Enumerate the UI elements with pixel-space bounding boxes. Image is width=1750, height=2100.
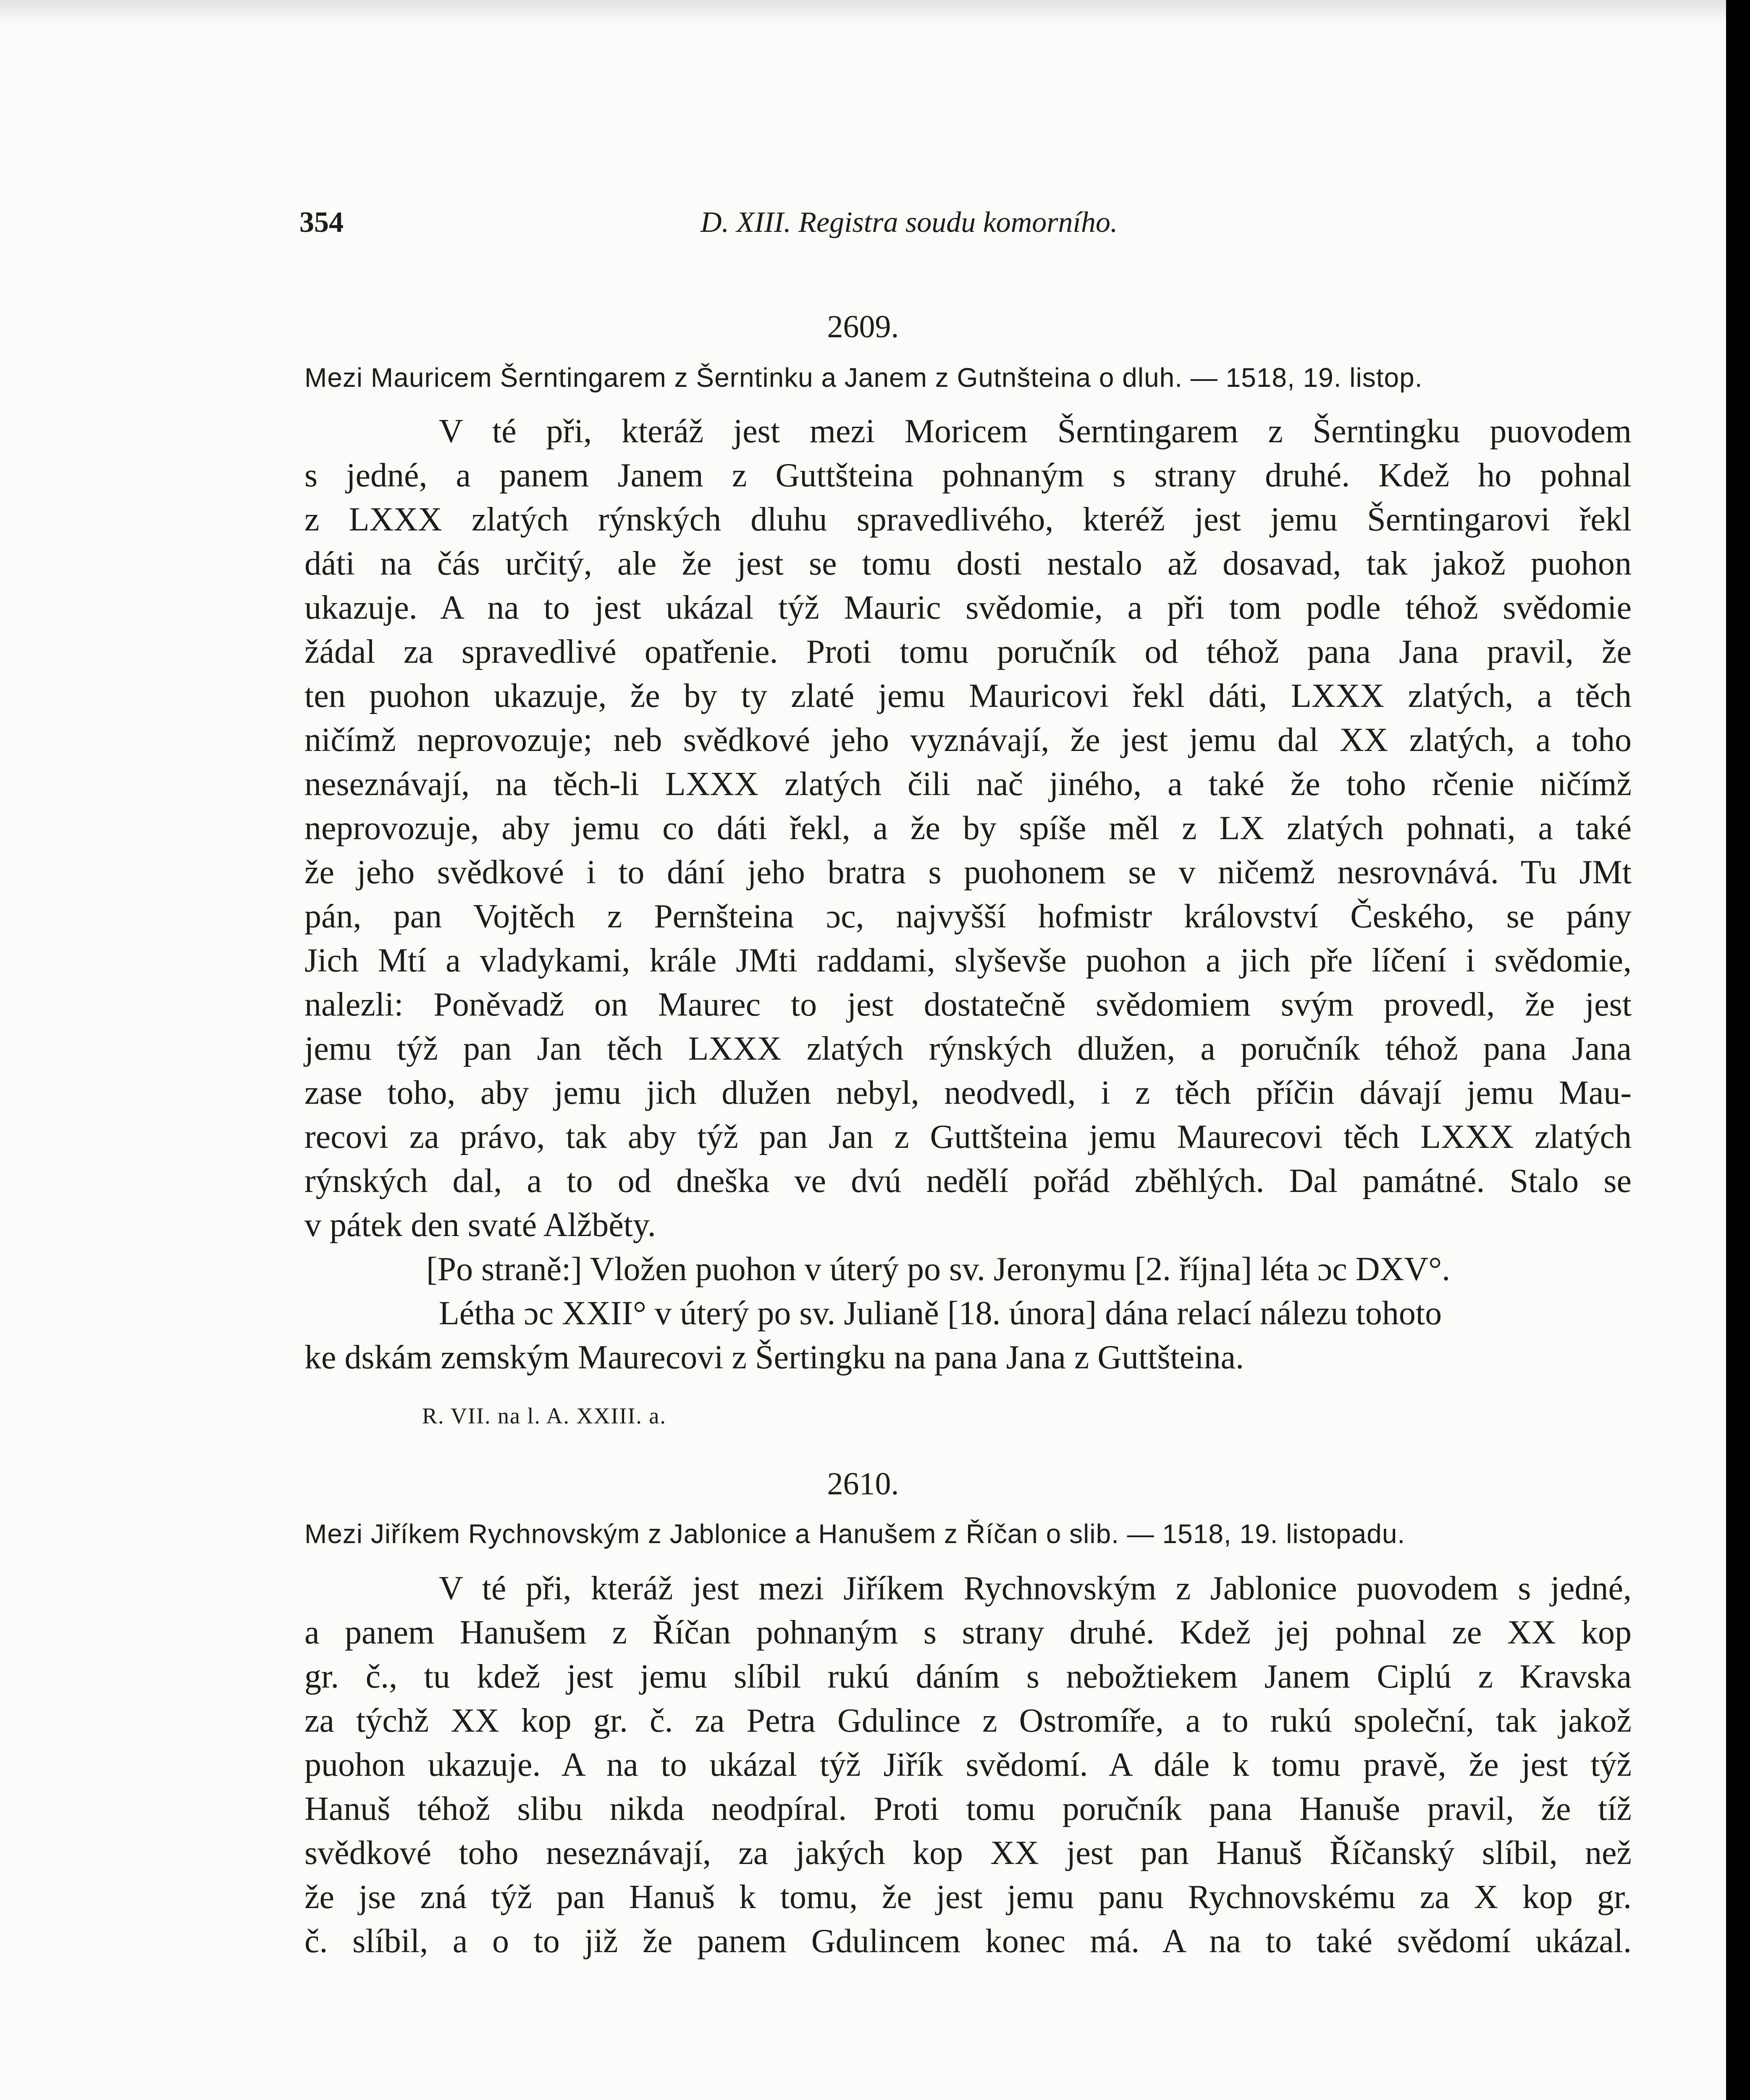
text-line: zase toho, aby jemu jich dlužen nebyl, neodvedl, i z těch příčin dávají jemu Mau-	[304, 1074, 1632, 1111]
text-line: svědkové toho neseznávají, za jakých kop XX jest pan Hanuš Říčanský slíbil, než	[304, 1835, 1632, 1872]
note-line: Létha ɔc XXII° v úterý po sv. Julianě [18. února] dána relací nálezu tohoto	[439, 1295, 1442, 1332]
text-line: neprovozuje, aby jemu co dáti řekl, a že by spíše měl z LX zlatých pohnati, a také	[304, 810, 1632, 847]
text-line: že jeho svědkové i to dání jeho bratra s puohonem se v ničemž nesrovnává. Tu JMt	[304, 854, 1632, 891]
text-line: V té při, kteráž jest mezi Jiříkem Rychnovským z Jablonice puovodem s jedné,	[439, 1570, 1632, 1607]
text-line: č. slíbil, a o to již že panem Gdulincem konec má. A na to také svědomí ukázal.	[304, 1923, 1632, 1960]
text-line: ten puohon ukazuje, že by ty zlaté jemu Mauricovi řekl dáti, LXXX zlatých, a těch	[304, 677, 1632, 714]
text-line: z LXXX zlatých rýnských dluhu spravedlivého, kteréž jest jemu Šerntingarovi řekl	[304, 501, 1632, 538]
text-line: Jich Mtí a vladykami, krále JMti raddami, slyševše puohon a jich pře líčení i svědomie,	[304, 942, 1632, 979]
note-line: [Po straně:] Vložen puohon v úterý po sv. Jeronymu [2. října] léta ɔc DXV°.	[426, 1251, 1451, 1288]
text-line: že jse zná týž pan Hanuš k tomu, že jest jemu panu Rychnovskému za X kop gr.	[304, 1879, 1632, 1916]
page-number: 354	[299, 206, 344, 239]
page-header	[299, 206, 1488, 244]
text-line: pán, pan Vojtěch z Pernšteina ɔc, najvyšší hofmistr království Českého, se pány	[304, 898, 1632, 935]
entry-number: 2609.	[827, 309, 899, 344]
text-line: recovi za právo, tak aby týž pan Jan z Guttšteina jemu Maurecovi těch LXXX zlatých	[304, 1118, 1632, 1155]
text-line: ničímž neprovozuje; neb svědkové jeho vyznávají, že jest jemu dal XX zlatých, a toho	[304, 722, 1632, 759]
note-line: ke dskám zemským Maurecovi z Šertingku na pana Jana z Guttšteina.	[304, 1339, 1244, 1376]
source-reference: R. VII. na l. A. XXIII. a.	[422, 1403, 666, 1428]
text-line: a panem Hanušem z Říčan pohnaným s strany druhé. Kdež jej pohnal ze XX kop	[304, 1614, 1632, 1651]
text-line: s jedné, a panem Janem z Guttšteina pohnaným s strany druhé. Kdež ho pohnal	[304, 457, 1632, 494]
entry-summary: Mezi Mauricem Šerntingarem z Šerntinku a Janem z Gutnšteina o dluh. — 1518, 19. listop.	[304, 362, 1423, 393]
entry-summary: Mezi Jiříkem Rychnovským z Jablonice a Hanušem z Říčan o slib. — 1518, 19. listopadu.	[304, 1519, 1406, 1549]
text-line: Hanuš téhož slibu nikda neodpíral. Proti tomu poručník pana Hanuše pravil, že tíž	[304, 1790, 1632, 1827]
text-line: za týchž XX kop gr. č. za Petra Gdulince z Ostromíře, a to rukú společní, tak jakož	[304, 1702, 1632, 1739]
text-line: ukazuje. A na to jest ukázal týž Mauric svědomie, a při tom podle téhož svědomie	[304, 589, 1632, 626]
text-line: žádal za spravedlivé opatřenie. Proti tomu poručník od téhož pana Jana pravil, že	[304, 633, 1632, 670]
text-line: puohon ukazuje. A na to ukázal týž Jiřík svědomí. A dále k tomu pravě, že jest týž	[304, 1746, 1632, 1783]
margin-note	[304, 1247, 1632, 1380]
entry-number: 2610.	[827, 1466, 899, 1502]
text-line: V té při, kteráž jest mezi Moricem Šerntingarem z Šerntingku puovodem	[439, 413, 1632, 450]
entry-body	[304, 410, 1632, 1247]
entry-body	[304, 1567, 1632, 1964]
text-line: nalezli: Poněvadž on Maurec to jest dostatečně svědomiem svým provedl, že jest	[304, 986, 1632, 1023]
running-title: D. XIII. Registra soudu komorního.	[701, 206, 1118, 239]
text-line: gr. č., tu kdež jest jemu slíbil rukú dáním s nebožtiekem Janem Ciplú z Kravska	[304, 1658, 1632, 1695]
text-line: v pátek den svaté Alžběty.	[304, 1207, 656, 1244]
text-line: rýnských dal, a to od dneška ve dvú nedělí pořád zběhlých. Dal památné. Stalo se	[304, 1163, 1632, 1200]
text-line: neseznávají, na těch-li LXXX zlatých čili nač jiného, a také že toho rčenie ničímž	[304, 766, 1632, 803]
text-line: jemu týž pan Jan těch LXXX zlatých rýnských dlužen, a poručník téhož pana Jana	[304, 1030, 1632, 1067]
text-line: dáti na čás určitý, ale že jest se tomu dosti nestalo až dosavad, tak jakož puohon	[304, 545, 1632, 582]
